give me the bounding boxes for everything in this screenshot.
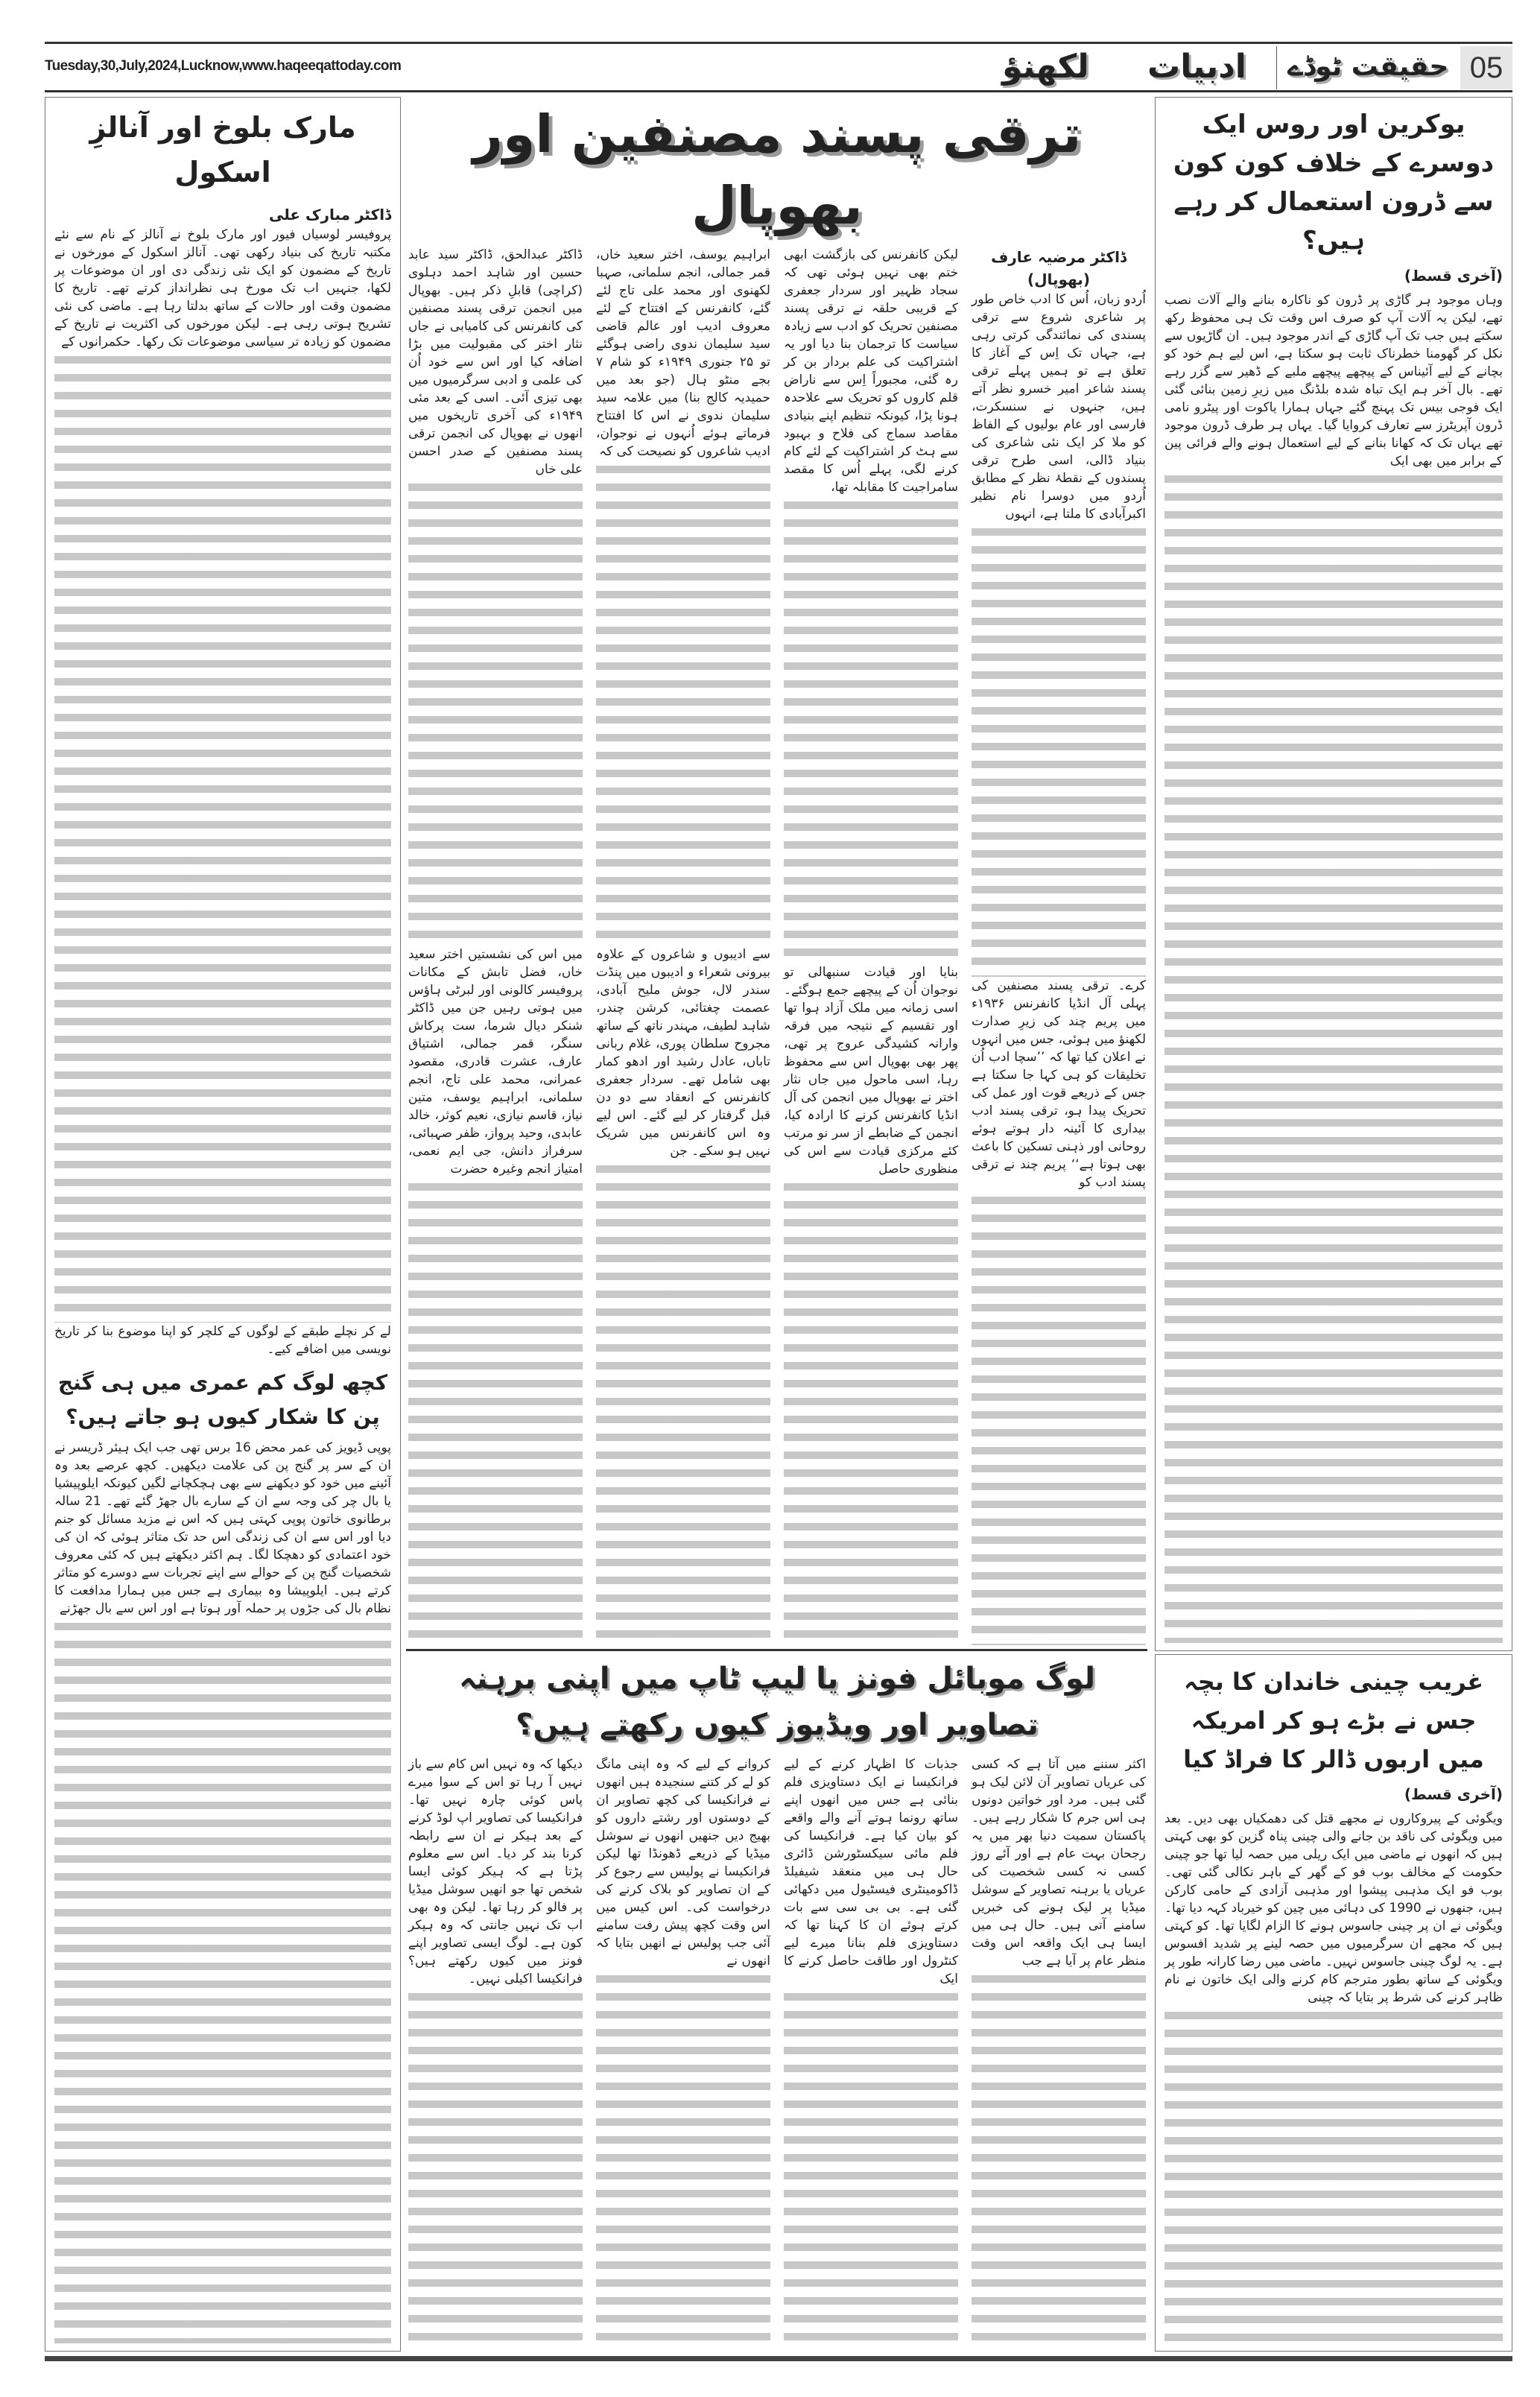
- date-line: Tuesday,30,July,2024,Lucknow,www.haqeeqattoday.com: [45, 58, 402, 74]
- text-continuation: [408, 1988, 583, 2350]
- text-continuation: [972, 1970, 1146, 2350]
- text-continuation: [784, 1988, 958, 2350]
- main-paragraph: سے ادیبوں و شاعروں کے علاوہ بیرونی شعراء و ادیبوں میں پنڈت سندر لال، جوش ملیح آبادی، عصمت چغتائی، کرشن چندر، شاہد لطیف، مہندر ناتھ کے ساتھ مجروح سلطان پوری، غلام ربانی تاباں، عادل رشید اور ادھو کمار بھی شامل تھے۔ سردار جعفری کانفرنس کے انعقاد سے دو دن قبل گرفتار کر لیے گئے۔ اس لیے وہ اس کانفرنس میں شریک نہیں ہو سکے۔ جن: [596, 947, 770, 1159]
- masthead-bottom-rule: [45, 90, 1512, 92]
- chinese-headline: غریب چینی خاندان کا بچہ جس نے بڑے ہو کر امریکہ میں اربوں ڈالر کا فراڈ کیا: [1183, 1668, 1484, 1773]
- baldness-paragraph: پوپی ڈیویز کی عمر محض 16 برس تھی جب ایک ہیئر ڈریسر نے ان کے سر پر گنج پن کی علامت دیکھیں۔ کچھ عرصے بعد وہ آئینے میں خود کو دیکھنے سے بھی ہچکچانے لگیں کیونکہ ایلوپیشیا یا بال چر کی وجہ سے ان کے سارے بال جھڑ گئے تھے۔ 21 سالہ برطانوی خاتون پوپی کہتی ہیں کہ اس نے مزید مسائل کو جنم دیا اور اس سے ان کی زندگی اس حد تک متاثر ہوئی کہ ان کی خود اعتمادی کو دھچکا لگا۔ ہم اکثر دیکھتے ہیں کہ کئی معروف شخصیات گنج پن کے حوالے سے اپنے تجربات سے دوسرے کو متاثر کرتے ہیں۔ ایلوپیشا وہ بیماری ہے جس میں ہمارا مدافعت کا نظام بال کی جڑوں پر حملہ آور ہوتا ہے اور اس سے بال جھڑنے: [54, 1440, 391, 1616]
- phones-column-1: [972, 1755, 1146, 2350]
- main-paragraph: لیکن کانفرنس کی بازگشت ابھی ختم بھی نہیں ہوئی تھی کہ سجاد ظہیر اور سردار جعفری کے قریبی حلقہ نے ترقی پسند مصنفین تحریک کو ادب سے زیادہ سیاست کا ترجمان بنا دیا اور یہ اشتراکیت کی علم بردار بن کر رہ گئی، مجبوراً اِس سے ناراض قلم کاروں کو تحریک سے علاحدہ ہونا پڑا، کیونکہ تنظیم اپنے بنیادی مقاصد سماج کی فلاح و بہبود سے ہٹ کر اشتراکیت کے لئے کام کرنے لگی، پہلے اُس کا مقصد سامراجیت کا مقابلہ تھا،: [784, 247, 958, 495]
- phones-column-3: [596, 1755, 770, 2350]
- bloch-ending: لے کر نچلے طبقے کے لوگوں کے کلچر کو اپنا موضوع بنا کر تاریخ نویسی میں اضافے کیے۔: [54, 1324, 391, 1357]
- text-continuation: [1164, 2007, 1503, 2343]
- bloch-headline: مارک بلوخ اور آنالزِ اسکول: [89, 111, 356, 189]
- phones-article: [408, 1656, 1146, 2350]
- main-paragraph: میں اس کی نشستیں اختر سعید خاں، فضل تابش کے مکانات پروفیسر کالونی اور لبرٹی ہاؤس میں ہوتی رہیں جن میں ڈاکٹر شنکر دیال شرما، ست پرکاش سنگر، قمر جمالی، اشتیاق عارف، عشرت قادری، مقصود عمرانی، محمد علی تاج، انجم سلمانی، ابراہیم یوسف، متین نیاز، قاسم نیازی، نعیم کوثر، خالد عابدی، وحید پرواز، ظفر صہبائی، سرفراز دانش، جی ایم نعمی، امتیاز انجم وغیرہ حضرت: [408, 947, 583, 1177]
- phones-paragraph: کروانے کے لیے کہ وہ اپنی مانگ کو لے کر کتنے سنجیدہ ہیں انھوں نے فرانکیسا کی کچھ تصاویر ان کے دوستوں اور رشتے داروں کو بھیج دیں جنھیں انھوں نے سوشل میڈیا کے ذریعے ڈھونڈا تھا لیکن فرانکیسا نے پولیس سے رجوع کر کے ان تصاویر کو بلاک کرنے کی درخواست کی۔ اس کیس میں اس وقت کچھ پیش رفت سامنے آئی جب پولیس نے انھیں بتایا کہ انھوں نے: [596, 1757, 770, 1969]
- main-paragraph: بنایا اور قیادت سنبھالی تو نوجوان اُن کے پیچھے جمع ہوگئے۔ اسی زمانہ میں ملک آزاد ہوا تھا اور تقسیم کے نتیجہ میں فرقہ وارانہ کشیدگی عروج پر تھی، پھر بھی بھوپال اس سے محفوظ رہا، اسی ماحول میں جاں نثار اختر نے بھوپال میں انجمن کی آل انڈیا کانفرنس کرنے کا ارادہ کیا، انجمن کے ضابطے از سر نو مرتب کئے مرکزی قیادت سے اس کی منظوری حاصل: [784, 965, 958, 1177]
- text-continuation: [972, 523, 1146, 977]
- page-bottom-rule: [45, 2356, 1512, 2361]
- main-paragraph: کرے۔ ترقی پسند مصنفین کی پہلی آل انڈیا کانفرنس ۱۹۳۶ء میں پریم چند کی زیرِ صدارت لکھنؤ میں ہوئی، جس میں انہوں نے اعلان کیا تھا کہ ’’سچا ادب اُن تخلیقات کو ہی کہا جا سکتا ہے جس کے ذریعے قوت اور عمل کی تحریک پیدا ہو، ترقی پسند ادب بیداری کا آئینہ دار ہوتے ہوئے روحانی اور ذہنی تسکین کا باعث بھی ہوتا ہے‘‘ پریم چند نے ترقی پسند ادب کو: [972, 978, 1146, 1190]
- text-continuation: [784, 1178, 958, 1645]
- text-continuation: [596, 1160, 770, 1645]
- main-article-columns: [408, 246, 1146, 1645]
- main-column-4: [408, 246, 583, 1645]
- phones-column-4: [408, 1755, 583, 2350]
- ukraine-headline: یوکرین اور روس ایک دوسرے کے خلاف کون کون سے ڈرون استعمال کر رہے ہیں؟: [1173, 110, 1495, 256]
- phones-paragraph: جذبات کا اظہار کرنے کے لیے فرانکیسا نے ایک دستاویزی فلم بنائی ہے جس میں انھوں اپنے ساتھ رونما ہوتے آنے والے واقعے کو بیان کیا ہے۔ فرانکیسا کی فلم مائی سیکسٹورشن ڈائری حال ہی میں منعقد شیفیلڈ ڈاکومینٹری فیسٹیول میں دکھائی گئی ہے۔ بی بی سی سے بات کرتے ہوئے ان کا کہنا تھا کہ دستاویزی فلم بنانا میرے لیے کنٹرول اور طاقت حاصل کرنے کا ایک: [784, 1757, 958, 1986]
- text-continuation: [784, 496, 958, 963]
- phones-paragraph: دیکھا کہ وہ نہیں اس کام سے باز نہیں آ رہا تو اس کے سوا میرے پاس کوئی چارہ نہیں تھا۔ فرانکیسا کی تصاویر اپ لوڈ کرنے کے بعد ہیکر نے ان سے رابطہ کرنا بند کر دیا۔ اس سے معلوم پڑتا ہے کہ ہیکر کوئی ایسا شخص تھا جو انھیں سوشل میڈیا پر فالو کر رہا تھا۔ لیکن وہ بھی اب تک نہیں جانتی کہ وہ ہیکر کون ہے۔ لوگ ایسی تصاویر اپنے فونز میں کیوں رکھتے ہیں؟ فرانکیسا اکیلی نہیں۔: [408, 1757, 583, 1986]
- ukraine-body: [1164, 291, 1503, 1643]
- main-paragraph: ابراہیم یوسف، اختر سعید خاں، قمر جمالی، انجم سلمانی، صہبا لکھنوی اور محمد علی تاج لئے گئے، کانفرنس کے افتتاح کے لئے معروف ادیب اور عالم قاضی سید سلیمان ندوی راضی ہوگئے تو ۲۵ جنوری ۱۹۴۹ء کو شام ۷ بجے منٹو ہال (جو بعد میں حمیدیہ کالج بنا) میں علامہ سید سلیمان ندوی نے اس کا افتتاح فرماتے ہوئے اُنہوں نے نوجوان، ادیب شاعروں کو نصیحت کی کہ: [596, 247, 770, 459]
- baldness-body: [54, 1439, 391, 2343]
- text-continuation: [1164, 470, 1503, 1643]
- bloch-paragraph: پروفیسر لوسیاں فیور اور مارک بلوخ نے آنالز کے نام سے نئے مکتبہ تاریخ کی بنیاد رکھی تھی۔ آنالز اسکول کے مورخوں نے تاریخ کے مضمون کو ایک نئی زندگی دی اور ان موضوعات پر لکھا، جنہیں اب تک مورخ ہی نظرانداز کرتے تھے۔ تاریخ کا مضمون وقت اور حالات کے ساتھ بدلتا رہا ہے۔ ماضی کی نئی تشریح ہوتی رہی ہے۔ لیکن مورخوں کی اکثریت نے تاریخ کے مضمون کو زیادہ تر سیاسی موضوعات تک رکھا۔ حکمرانوں کے: [54, 227, 391, 349]
- ukraine-box: [1155, 97, 1512, 1651]
- text-continuation: [596, 460, 770, 946]
- text-continuation: [972, 1191, 1146, 1645]
- text-continuation: [408, 478, 583, 946]
- page-number: 05: [1460, 46, 1512, 89]
- left-column-box: [45, 97, 401, 2352]
- main-headline: ترقی پسند مصنفین اور بھوپال: [472, 104, 1082, 236]
- text-continuation: [54, 1618, 391, 2343]
- phones-article-columns: [408, 1755, 1146, 2350]
- ukraine-paragraph: وہاں موجود ہر گاڑی پر ڈرون کو ناکارہ بنانے والے آلات نصب تھے، لیکن یہ آلات آپ کو صرف اس وقت تک ہی محفوظ رکھ سکتے ہیں جب تک آپ گاڑی کے اندر موجود ہیں۔ ان گاڑیوں سے نکل کر گھومنا خطرناک ثابت ہو سکتا ہے، اس لیے ہم خود کو بچانے کے لیے آئیناس کے پیچھے پیچھے ملبے کے ڈھیر سے گزر رہے تھے۔ بال آخر ہم ایک تباہ شدہ بلڈنگ میں زیرِ زمین بنائی گئی ایک فوجی بیس تک پہنچ گئے جہاں ہمارا یاکوت اور پیٹرو نامی ڈرون آپریٹرز سے تعارف کروایا گیا۔ یہاں ہر طرف ڈرون موجود تھے یہاں تک کہ کھانا بنانے کے لیے استعمال ہونے والے فرائی پین کے برابر میں بھی ایک: [1164, 293, 1503, 469]
- main-column-3: [596, 246, 770, 1645]
- text-continuation: [54, 351, 391, 1323]
- masthead-separator: [1276, 46, 1277, 89]
- main-author: ڈاکٹر مرضیہ عارف (بھوپال): [991, 248, 1127, 288]
- phones-headline: لوگ موبائل فونز یا لیپ ٹاپ میں اپنی برہنہ تصاویر اور ویڈیوز کیوں رکھتے ہیں؟: [459, 1662, 1095, 1742]
- text-continuation: [596, 1970, 770, 2350]
- bloch-author: ڈاکٹر مبارک علی: [268, 206, 391, 224]
- chinese-body: [1164, 1810, 1503, 2343]
- masthead-top-rule: [45, 42, 1512, 44]
- section-divider: [406, 1649, 1147, 1651]
- main-paragraph: ڈاکٹر عبدالحق، ڈاکٹر سید عابد حسین اور شاہد احمد دہلوی (کراچی) قابلِ ذکر ہیں۔ بھوپال میں انجمن ترقی پسند مصنفین کی کانفرنس کی کامیابی نے جاں نثار اختر کی مقبولیت میں بڑا اضافہ کیا اور اس سے خود اُن کی علمی و ادبی سرگرمیوں میں بھی تیزی آئی۔ اسی کے بعد مئی ۱۹۴۹ء کی آخری تاریخوں میں انھوں نے بھوپال کی انجمن ترقی پسند مصنفین کے صدر احسن علی خاں: [408, 247, 583, 477]
- chinese-paragraph: ویگوئی کے پیروکاروں نے مجھے قتل کی دھمکیاں بھی دیں۔ بعد میں ویگوئی کی ناقد بن جانے والی چینی پناہ گزین کو بھی کہتی ہیں کہ انھوں نے ماضی میں ایک ریلی میں حصہ لیا تھا جو چینی حکومت کے مخالف بوب فو کے گھر کے باہر نکالی گئی تھی۔ بوب فو ایک مذہبی پیشوا اور مذہبی آزادی کے حامی کارکن ہیں، جنھوں نے 1990 کی دہائی میں چین کو خیرباد کہہ دیا تھا۔ ویگوئی نے ان پر چینی جاسوس ہونے کا الزام لگایا تھا۔ کو کہتی ہیں کہ مجھے ان سرگرمیوں میں حصہ لینے پر شدید افسوس ہے۔ یہ لوگ چینی جاسوس نہیں۔ ماضی میں رضا کارانہ طور پر ویگوئی کے ساتھ بطور مترجم کام کرنے والی ایک خاتون نے نام ظاہر کرنے کی شرط پر بتایا کہ چینی: [1164, 1811, 1503, 2005]
- main-column-2: [784, 246, 958, 1645]
- section-title: ادبیات: [1147, 48, 1246, 86]
- chinese-installment: (آخری قسط): [1404, 1785, 1503, 1803]
- ukraine-installment: (آخری قسط): [1404, 267, 1503, 285]
- bloch-body: [54, 226, 391, 1358]
- newspaper-logo: حقیقت ٹوڈے: [1287, 51, 1449, 82]
- main-column-1: [972, 246, 1146, 1645]
- chinese-box: [1155, 1654, 1512, 2352]
- phones-paragraph: اکثر سننے میں آتا ہے کہ کسی کی عریاں تصاویر آن لائن لیک ہو گئی ہیں۔ مرد اور خواتین دونوں ہی اس جرم کا شکار رہے ہیں۔ پاکستان سمیت دنیا بھر میں یہ رجحان بہت عام ہے اور آئے روز کسی نہ کسی شخصیت کی عریاں یا برہنہ تصاویر کے سوشل میڈیا پر لیک ہونے کی خبریں سامنے آتی ہیں۔ حال ہی میں ایسا ہی ایک واقعہ اس وقت منظر عام پر آیا ہے جب: [972, 1757, 1146, 1969]
- city-name: لکھنؤ: [1002, 48, 1089, 86]
- main-article: [408, 98, 1146, 1645]
- text-continuation: [408, 1178, 583, 1645]
- main-paragraph: اُردو زبان، اُس کا ادب خاص طور پر شاعری شروع سے ترقی پسندی کی نمائندگی کرتی رہی ہے، جہاں تک اِس کے آغاز کا تعلق ہے تو ہمیں پہلے ترقی پسند شاعر امیر خسرو نظر آتے ہیں، جنہوں نے سنسکرت، فارسی اور عام بولیوں کے الفاظ کو ملا کر ایک نئی شاعری کی بنیاد ڈالی، اسی طرح ترقی پسندوں کے نقطۂ نظر کے مطابق اُردو میں دوسرا نام نظیر اکبرآبادی کا ملتا ہے، انہوں: [972, 292, 1146, 522]
- baldness-headline: کچھ لوگ کم عمری میں ہی گنج پن کا شکار کیوں ہو جاتے ہیں؟: [57, 1370, 388, 1429]
- phones-column-2: [784, 1755, 958, 2350]
